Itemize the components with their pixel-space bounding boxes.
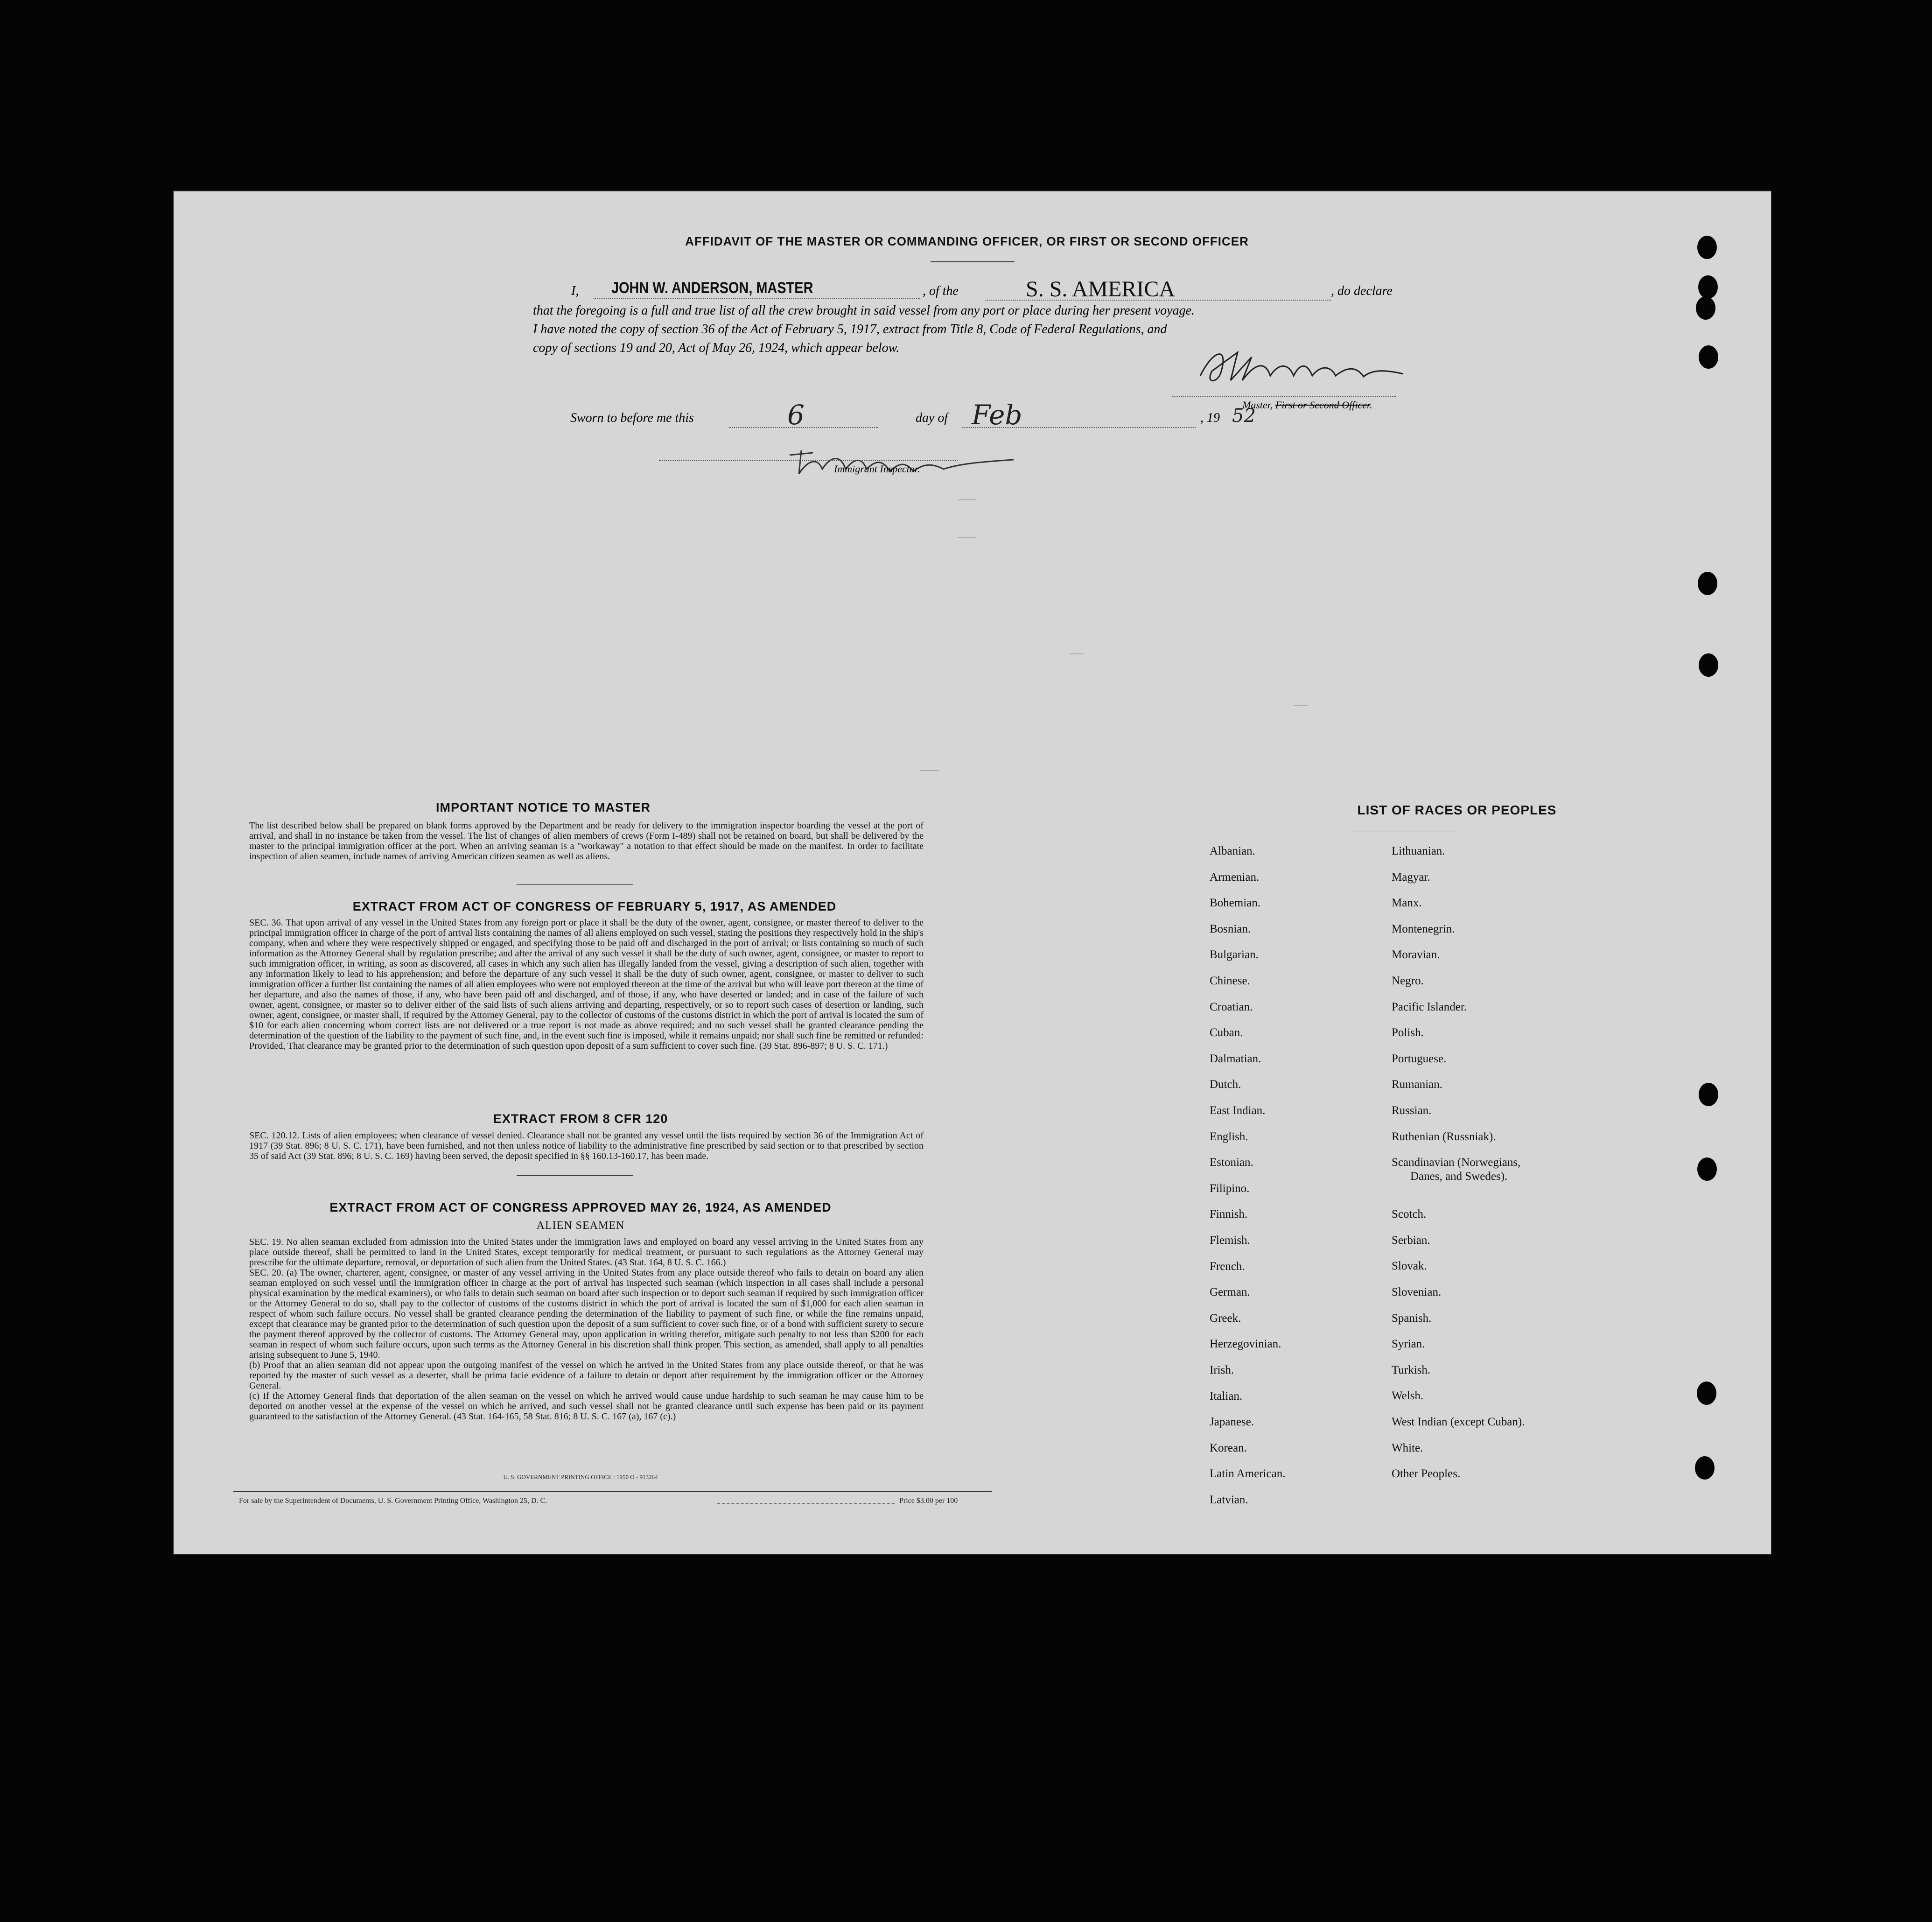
- race-item: Filipino.: [1210, 1182, 1250, 1195]
- punch-hole: [1695, 1456, 1715, 1480]
- race-item: Italian.: [1210, 1389, 1243, 1403]
- race-item: Ruthenian (Russniak).: [1392, 1130, 1496, 1143]
- race-item: Rumanian.: [1392, 1078, 1443, 1091]
- races-title: LIST OF RACES OR PEOPLES: [1357, 803, 1557, 817]
- race-item: Armenian.: [1210, 870, 1260, 884]
- race-item: Bulgarian.: [1210, 948, 1259, 961]
- declaration-line-3: copy of sections 19 and 20, Act of May 26, 1924, which appear below.: [533, 341, 900, 355]
- punch-hole: [1697, 236, 1717, 259]
- footer-leader: [717, 1503, 895, 1504]
- race-item: Portuguese.: [1392, 1052, 1447, 1065]
- signature-title-suffix: .: [1370, 399, 1372, 411]
- of-the-label: , of the: [923, 284, 959, 298]
- vessel-name-underline: [986, 300, 1331, 301]
- race-item: Latin American.: [1210, 1467, 1286, 1480]
- punch-hole: [1698, 572, 1717, 595]
- declaration-line-1: that the foregoing is a full and true list of all the crew brought in said vessel from any port or place during her present voyage.: [533, 303, 1195, 318]
- sec-19-text: SEC. 19. No alien seaman excluded from admission into the United States under the immigration laws and employed on board any vessel arriving in the United States from any place outside thereof, shall be permitted to land in the United States, except temporarily for medical treatment, or pursuant to such regulations as the Attorney General may prescribe for the ultimate departure, removal, or deportation of such alien from the United States. (43 Stat. 164, 8 U. S. C. 166.): [249, 1237, 924, 1268]
- race-item: German.: [1210, 1286, 1250, 1299]
- race-item: Russian.: [1392, 1104, 1432, 1117]
- declaration-line-2: I have noted the copy of section 36 of the Act of February 5, 1917, extract from Title 8, Code of Federal Regulations, and: [533, 322, 1167, 337]
- signature-title-prefix: Master,: [1242, 399, 1275, 411]
- race-item: White.: [1392, 1441, 1423, 1454]
- race-item: West Indian (except Cuban).: [1392, 1416, 1525, 1428]
- race-item: French.: [1210, 1260, 1245, 1273]
- race-item: Lithuanian.: [1392, 845, 1445, 857]
- sec-20b-text: (b) Proof that an alien seaman did not appear upon the outgoing manifest of the vessel on which he arrived in the United States from any place outside thereof, or that he was reported by the master of such vessel as a deserter, shall be prima facie evidence of a failure to detain or deport after requirement by the immigration officer or the Attorney General.: [249, 1360, 924, 1391]
- race-item: Dalmatian.: [1210, 1052, 1261, 1065]
- race-item: Pacific Islander.: [1392, 1000, 1467, 1013]
- sworn-day-field: 6: [787, 399, 805, 431]
- race-item: Korean.: [1210, 1441, 1247, 1454]
- divider: [517, 1175, 633, 1176]
- race-item: Other Peoples.: [1392, 1467, 1461, 1480]
- race-item: Dutch.: [1210, 1078, 1241, 1091]
- race-item: Turkish.: [1392, 1363, 1431, 1376]
- race-item: Chinese.: [1210, 975, 1250, 987]
- sworn-month-field: Feb: [972, 399, 1022, 431]
- affidavit-i-label: I,: [571, 284, 579, 298]
- race-item: Danes, and Swedes).: [1410, 1170, 1508, 1183]
- race-item: Syrian.: [1392, 1338, 1425, 1351]
- punch-hole: [1697, 1157, 1717, 1181]
- inspector-underline: [659, 460, 958, 461]
- master-name-field: JOHN W. ANDERSON, MASTER: [611, 279, 813, 297]
- race-item: Cuban.: [1210, 1026, 1243, 1039]
- race-item: Serbian.: [1392, 1234, 1430, 1247]
- race-item: Bosnian.: [1210, 922, 1251, 935]
- race-item: Manx.: [1392, 897, 1422, 910]
- divider: [517, 884, 633, 885]
- sworn-label: Sworn to before me this: [570, 411, 694, 425]
- sworn-month-underline: [962, 427, 1196, 428]
- sworn-day-underline: [729, 427, 878, 428]
- race-item: Scotch.: [1392, 1208, 1427, 1221]
- do-declare-label: , do declare: [1331, 284, 1393, 298]
- race-item: Greek.: [1210, 1312, 1241, 1325]
- race-item: Scandinavian (Norwegians,: [1392, 1156, 1521, 1169]
- punch-hole: [1699, 1083, 1718, 1106]
- document-page: [174, 191, 1771, 1554]
- punch-hole: [1697, 1382, 1716, 1405]
- race-item: Latvian.: [1210, 1494, 1248, 1506]
- gpo-line: U. S. GOVERNMENT PRINTING OFFICE : 1950 O - 913264: [503, 1473, 658, 1480]
- notice-title: IMPORTANT NOTICE TO MASTER: [436, 800, 651, 814]
- extract-cfr-title: EXTRACT FROM 8 CFR 120: [493, 1112, 668, 1126]
- notice-text: The list described below shall be prepared on blank forms approved by the Department and be ready for delivery to the immigration inspector boarding the vessel at the port of arrival, and shall in no instance be taken from the vessel. The list of changes of alien members of crews (Form I-489) shall not be retained on board, but shall be delivered by the master to the principal immigration officer at the port. When an arriving seaman is a "workaway" a notation to that effect should be made on the manifest. In order to facilitate inspection of alien seamen, include names of arriving American citizen seamen as well as aliens.: [249, 821, 924, 862]
- master-signature: [1186, 343, 1410, 394]
- master-name-underline: [594, 298, 920, 299]
- race-item: Polish.: [1392, 1026, 1424, 1039]
- year-prefix: , 19: [1200, 411, 1220, 425]
- race-item: Spanish.: [1392, 1312, 1432, 1325]
- punch-hole: [1696, 296, 1715, 320]
- extract-1924-subtitle: ALIEN SEAMEN: [536, 1220, 625, 1232]
- race-item: Bohemian.: [1210, 897, 1261, 910]
- affidavit-title: AFFIDAVIT OF THE MASTER OR COMMANDING OFFICER, OR FIRST OR SECOND OFFICER: [685, 234, 1249, 248]
- signature-underline: [1172, 396, 1396, 397]
- price-text: Price $3.00 per 100: [899, 1497, 958, 1505]
- race-item: Albanian.: [1210, 845, 1255, 857]
- inspector-label: Immigrant Inspector.: [834, 463, 920, 475]
- race-item: Slovenian.: [1392, 1286, 1442, 1298]
- race-item: Montenegrin.: [1392, 922, 1455, 935]
- race-item: English.: [1210, 1130, 1248, 1143]
- race-item: Irish.: [1210, 1364, 1234, 1376]
- extract-1924-body: [249, 1237, 924, 1422]
- sec-20a-text: SEC. 20. (a) The owner, charterer, agent, consignee, or master of any vessel arriving in the United States from any place outside thereof who fails to detain on board any alien seaman employed on such vessel until the immigration officer in charge at the port of arrival has inspected such seaman (which inspection in all cases shall include a personal physical examination by the medical examiners), or who fails to detain such seaman on board after such inspection or to deport such seaman if required by such immigration officer or the Attorney General to do so, shall pay to the collector of customs of the customs district in which the port of arrival is located the sum of $1,000 for each alien seaman in respect of whom such failure occurs. No vessel shall be granted clearance pending the determination of the liability to payment of such fine, or while the fine remains unpaid, except that clearance may be granted prior to the determination of such question upon the deposit of a sum sufficient to cover such fine, or of a bond with sufficient surety to secure the payment thereof approved by the collector of customs. The Attorney General may, upon application in writing therefor, mitigate such penalty to not less than $200 for each seaman in respect of whom such failure occurs, upon such terms as the Attorney General in his discretion shall think proper. This section, as amended, shall apply to all penalties arising subsequent to June 5, 1940.: [249, 1268, 924, 1360]
- race-item: Negro.: [1392, 975, 1424, 987]
- signature-title: [1242, 399, 1372, 411]
- extract-1924-title: EXTRACT FROM ACT OF CONGRESS APPROVED MAY 26, 1924, AS AMENDED: [329, 1200, 832, 1214]
- race-item: Magyar.: [1392, 870, 1430, 884]
- divider: [931, 261, 1015, 262]
- sale-text: For sale by the Superintendent of Documents, U. S. Government Printing Office, Washington 25, D. C.: [239, 1497, 547, 1505]
- punch-hole: [1699, 345, 1718, 369]
- sworn-year-field: 52: [1232, 405, 1256, 427]
- signature-title-struck: First or Second Officer: [1275, 399, 1370, 411]
- race-item: Croatian.: [1210, 1000, 1253, 1013]
- extract-1917-text: SEC. 36. That upon arrival of any vessel in the United States from any foreign port or place it shall be the duty of the owner, agent, consignee, or master thereof to deliver to the principal immigration officer in charge of the port of arrival lists containing the names of all aliens employed on such vessel, stating the positions they respectively hold in the ship's company, when and where they were respectively shipped or engaged, and specifying those to be paid off and discharged in the port of arrival; or lists containing so much of such information as the Attorney General shall by regulation prescribe; and after the arrival of any such vessel it shall be the duty of such owner, agent, consignee, or master to report to such immigration officer, in writing, as soon as discovered, all cases in which any such alien has illegally landed from the vessel, giving a description of such alien, together with any information likely to lead to his apprehension; and before the departure of any such vessel it shall be the duty of such owner, agent, consignee, or master to deliver to such immigration officer a further list containing the names of all alien employees who were not employed thereon at the time of the arrival but who will leave port thereon at the time of her departure, and also the names of those, if any, who have been paid off and discharged, and of those, if any, who have deserted or landed; and in case of the failure of such owner, agent, consignee, or master so to deliver either of the said lists of such aliens arriving and departing, respectively, or so to report such cases of desertion or landing, such owner, agent, consignee, or master shall, if required by the Attorney General, pay to the collector of customs of the customs district in which the port of arrival is located the sum of $10 for each alien concerning whom correct lists are not delivered or a true report is not made as above required; and no such vessel shall be granted clearance pending the determination of the question of the liability to the payment of such fine, and, in the event such fine is imposed, while it remains unpaid; nor shall such fine be remitted or refunded: Provided, That clearance may be granted prior to the determination of such question upon deposit of a sum sufficient to cover such fine. (39 Stat. 896-897; 8 U. S. C. 171.): [249, 918, 924, 1051]
- race-item: Slovak.: [1392, 1260, 1427, 1273]
- race-item: East Indian.: [1210, 1104, 1266, 1117]
- punch-hole: [1699, 653, 1718, 677]
- day-of-label: day of: [916, 411, 948, 425]
- race-item: Estonian.: [1210, 1156, 1253, 1169]
- vessel-name-field: S. S. AMERICA: [1026, 277, 1176, 302]
- race-item: Welsh.: [1392, 1389, 1424, 1403]
- race-item: Moravian.: [1392, 948, 1440, 961]
- race-item: Finnish.: [1210, 1208, 1248, 1221]
- extract-1917-title: EXTRACT FROM ACT OF CONGRESS OF FEBRUARY 5, 1917, AS AMENDED: [352, 899, 837, 913]
- punch-hole: [1698, 275, 1718, 299]
- race-item: Herzegovinian.: [1210, 1338, 1281, 1351]
- extract-cfr-text: SEC. 120.12. Lists of alien employees; when clearance of vessel denied. Clearance shall not be granted any vessel until the lists required by section 36 of the Immigration Act of 1917 (39 Stat. 896; 8 U. S. C. 171), have been furnished, and not then unless notice of liability to the administrative fine prescribed by said section or to that prescribed by section 35 of said Act (39 Stat. 896; 8 U. S. C. 169) having been served, the deposit specified in §§ 160.13-160.17, has been made.: [249, 1130, 924, 1161]
- race-item: Flemish.: [1210, 1234, 1250, 1247]
- sec-20c-text: (c) If the Attorney General finds that deportation of the alien seaman on the vessel on which he arrived would cause undue hardship to such seaman he may cause him to be deported on another vessel at the expense of the vessel on which he arrived, and such vessel shall not be granted clearance until such expense has been paid or its payment guaranteed to the satisfaction of the Attorney General. (43 Stat. 164-165, 58 Stat. 816; 8 U. S. C. 167 (a), 167 (c).): [249, 1391, 924, 1422]
- race-item: Japanese.: [1210, 1416, 1254, 1429]
- footer-rule: [233, 1491, 992, 1492]
